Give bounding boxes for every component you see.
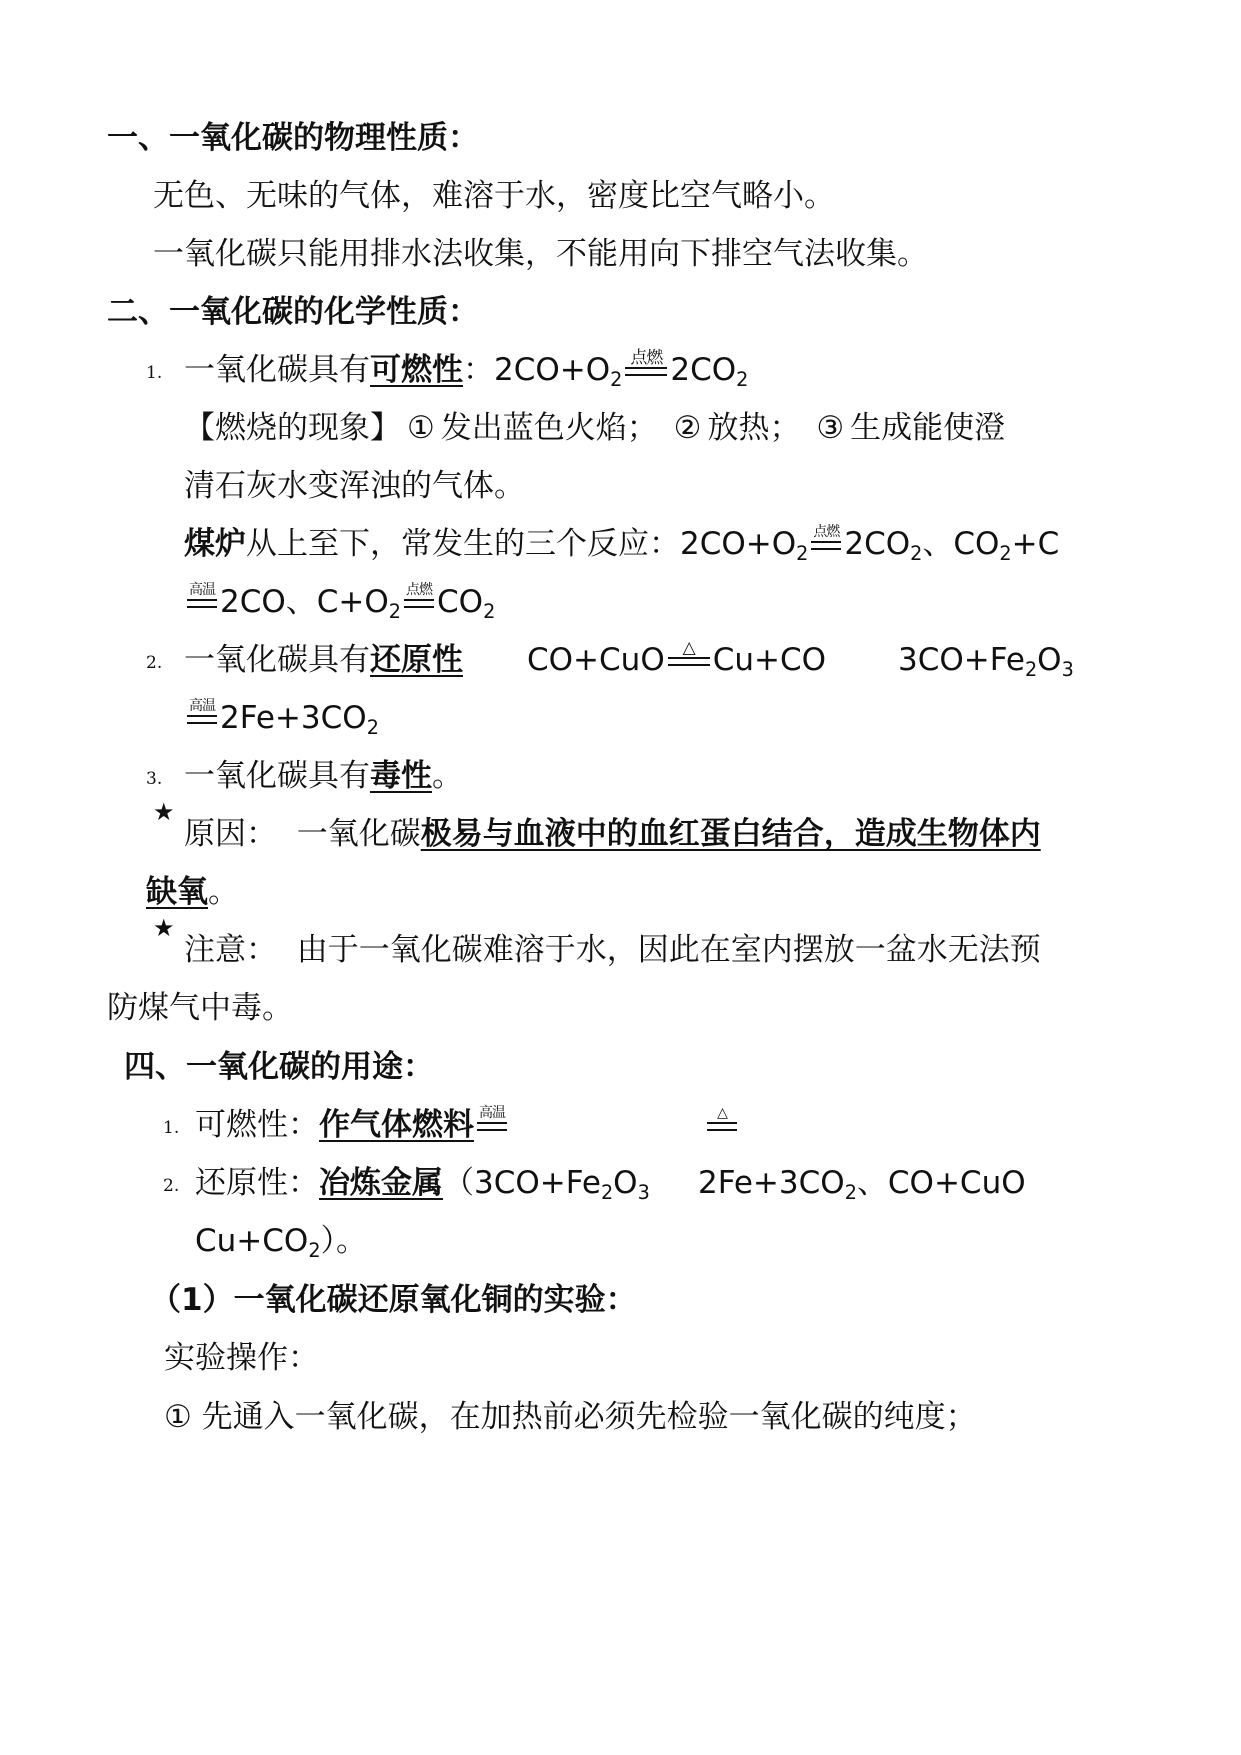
stove-r2-product: 2CO、C+O xyxy=(220,584,389,620)
note-label: 注意： xyxy=(184,932,277,968)
stove-r3-product: CO xyxy=(437,584,484,620)
item-3-end: 。 xyxy=(432,758,463,794)
use-2-line2-end: ）。 xyxy=(320,1223,368,1259)
condition-text: 点燃 xyxy=(406,582,433,598)
condition-heat xyxy=(705,1107,739,1137)
stove-r2-sub: 2 xyxy=(999,541,1012,565)
condition-high-temp xyxy=(475,1107,509,1137)
section-2-heading: 二、一氧化碳的化学性质： xyxy=(107,294,479,330)
item-1-eq-product: 2CO xyxy=(670,352,737,388)
use-2-product: 2Fe+3CO xyxy=(698,1165,845,1201)
use-2-psub: 2 xyxy=(844,1180,857,1204)
phenomenon-2: 放热； xyxy=(707,410,801,446)
stove-r1-psub: 2 xyxy=(910,541,923,565)
star-icon: ★ xyxy=(153,914,175,942)
phenomenon-line-2: 清石灰水变浑浊的气体。 xyxy=(184,468,525,504)
use-2-pre: 还原性： xyxy=(195,1165,319,1201)
note-line xyxy=(184,930,1041,970)
item-1-keyword: 可燃性 xyxy=(370,352,463,388)
stove-r1-product: 2CO xyxy=(844,526,911,562)
experiment-heading: （1）一氧化碳还原氧化铜的实验： xyxy=(150,1282,637,1318)
item-2-eq-1 xyxy=(527,640,826,680)
stove-r3-sub: 2 xyxy=(388,599,402,623)
item-1-eq-sub: 2 xyxy=(610,367,623,391)
eq2-psub: 2 xyxy=(366,715,379,739)
item-2-label xyxy=(184,640,463,680)
double-line xyxy=(707,1122,737,1131)
stove-text: 从上至下，常发生的三个反应：2CO+O xyxy=(246,526,797,562)
phenomenon-1: 发出蓝色火焰； xyxy=(440,410,658,446)
reason-keyword: 极易与血液中的血红蛋白结合，造成生物体内 xyxy=(420,816,1041,852)
condition-high-temp xyxy=(185,700,219,730)
use-1-line xyxy=(195,1105,510,1145)
use-1-keyword: 作气体燃料 xyxy=(319,1107,474,1143)
reason-keyword-2: 缺氧 xyxy=(146,874,208,910)
use-2-line2-sub: 2 xyxy=(308,1238,321,1262)
use-2-line xyxy=(195,1163,650,1203)
item-1-number: 1. xyxy=(146,363,163,383)
item-1-pre: 一氧化碳具有 xyxy=(184,352,370,388)
use-2-tail: 、CO+CuO xyxy=(856,1165,1026,1201)
reason-line-2 xyxy=(146,872,239,912)
item-1-eq-product-sub: 2 xyxy=(736,367,749,391)
condition-high-temp xyxy=(185,584,219,614)
experiment-op-label: 实验操作： xyxy=(164,1340,319,1376)
use-2-number: 2. xyxy=(163,1176,180,1196)
phenomenon-label: 【燃烧的现象】 xyxy=(184,410,401,446)
stove-r2: 、CO xyxy=(922,526,1000,562)
stove-r3-psub: 2 xyxy=(483,599,496,623)
double-line xyxy=(477,1122,507,1131)
condition-heat xyxy=(666,638,712,672)
item-3-pre: 一氧化碳具有 xyxy=(184,758,370,794)
eq2-reactants: 3CO+Fe xyxy=(898,642,1025,678)
double-line xyxy=(187,599,217,608)
double-line xyxy=(668,657,710,666)
item-2-eq-2 xyxy=(898,640,1074,680)
circle-3: ③ xyxy=(816,410,845,446)
item-2-keyword: 还原性 xyxy=(370,642,463,678)
stove-r2-rest: +C xyxy=(1011,526,1060,562)
use-1-pre: 可燃性： xyxy=(195,1107,319,1143)
condition-ignite xyxy=(402,584,436,614)
double-line xyxy=(404,599,434,608)
star-icon: ★ xyxy=(153,798,175,826)
eq1-reactants: CO+CuO xyxy=(527,642,665,678)
stove-line xyxy=(184,524,1059,564)
use-2-line-right xyxy=(698,1163,1026,1203)
experiment-step-1 xyxy=(164,1397,977,1437)
item-3-number: 3. xyxy=(146,769,163,789)
s1-line-2: 一氧化碳只能用排水法收集，不能用向下排空气法收集。 xyxy=(153,236,928,272)
step-1-text: 先通入一氧化碳，在加热前必须先检验一氧化碳的纯度； xyxy=(201,1399,977,1435)
s1-line-1: 无色、无味的气体，难溶于水，密度比空气略小。 xyxy=(153,178,835,214)
reason-line xyxy=(184,814,1041,854)
section-4-heading: 四、一氧化碳的用途： xyxy=(124,1049,434,1085)
use-1-number: 1. xyxy=(163,1118,180,1138)
item-2-number: 2. xyxy=(146,653,163,673)
reason-end: 。 xyxy=(208,874,239,910)
item-1-eq-reactants: 2CO+O xyxy=(494,352,611,388)
double-line xyxy=(187,715,217,724)
double-line xyxy=(625,367,667,376)
section-1-heading: 一、一氧化碳的物理性质： xyxy=(107,120,479,156)
note-text: 由于一氧化碳难溶于水，因此在室内摆放一盆水无法预 xyxy=(296,932,1041,968)
item-3-line xyxy=(184,756,463,796)
stove-line-2 xyxy=(184,582,495,622)
condition-text: 高温 xyxy=(479,1105,505,1121)
condition-text: 高温 xyxy=(189,582,215,598)
condition-text: △ xyxy=(717,1105,727,1121)
use-2-keyword: 冶炼金属 xyxy=(319,1165,443,1201)
eq2-products: 2Fe+3CO xyxy=(220,700,367,736)
condition-text: 高温 xyxy=(189,698,215,714)
item-2-pre: 一氧化碳具有 xyxy=(184,642,370,678)
use-2-line2: Cu+CO xyxy=(195,1223,309,1259)
use-2-sub2: 3 xyxy=(637,1180,650,1204)
condition-ignite xyxy=(623,348,669,382)
use-1-condition-heat xyxy=(704,1105,740,1145)
item-3-keyword: 毒性 xyxy=(370,758,432,794)
eq2-sub1: 2 xyxy=(1024,657,1038,681)
note-line-2: 防煤气中毒。 xyxy=(107,990,293,1026)
condition-text: △ xyxy=(682,638,695,658)
use-2-mid: O xyxy=(613,1165,638,1201)
eq2-mid: O xyxy=(1037,642,1062,678)
double-line xyxy=(811,541,841,550)
use-2-line-2 xyxy=(195,1221,367,1261)
reason-pre: 一氧化碳 xyxy=(296,816,421,852)
reason-label: 原因： xyxy=(184,816,277,852)
item-1-colon: ： xyxy=(463,352,494,388)
item-2-eq-2-line-2 xyxy=(184,698,379,738)
use-2-eq: （3CO+Fe xyxy=(443,1165,601,1201)
item-1-line xyxy=(184,350,748,390)
use-2-sub1: 2 xyxy=(600,1180,614,1204)
circle-2: ② xyxy=(673,410,702,446)
eq2-sub2: 3 xyxy=(1061,657,1074,681)
phenomenon-line xyxy=(184,408,1005,448)
step-1-circle: ① xyxy=(164,1399,192,1435)
stove-keyword: 煤炉 xyxy=(184,526,246,562)
circle-1: ① xyxy=(407,410,435,446)
stove-r1-sub: 2 xyxy=(796,541,809,565)
phenomenon-3: 生成能使澄 xyxy=(850,410,1006,446)
eq1-products: Cu+CO xyxy=(712,642,827,678)
condition-text: 点燃 xyxy=(813,524,840,540)
condition-ignite xyxy=(809,526,843,556)
condition-ignite-text: 点燃 xyxy=(630,348,663,368)
